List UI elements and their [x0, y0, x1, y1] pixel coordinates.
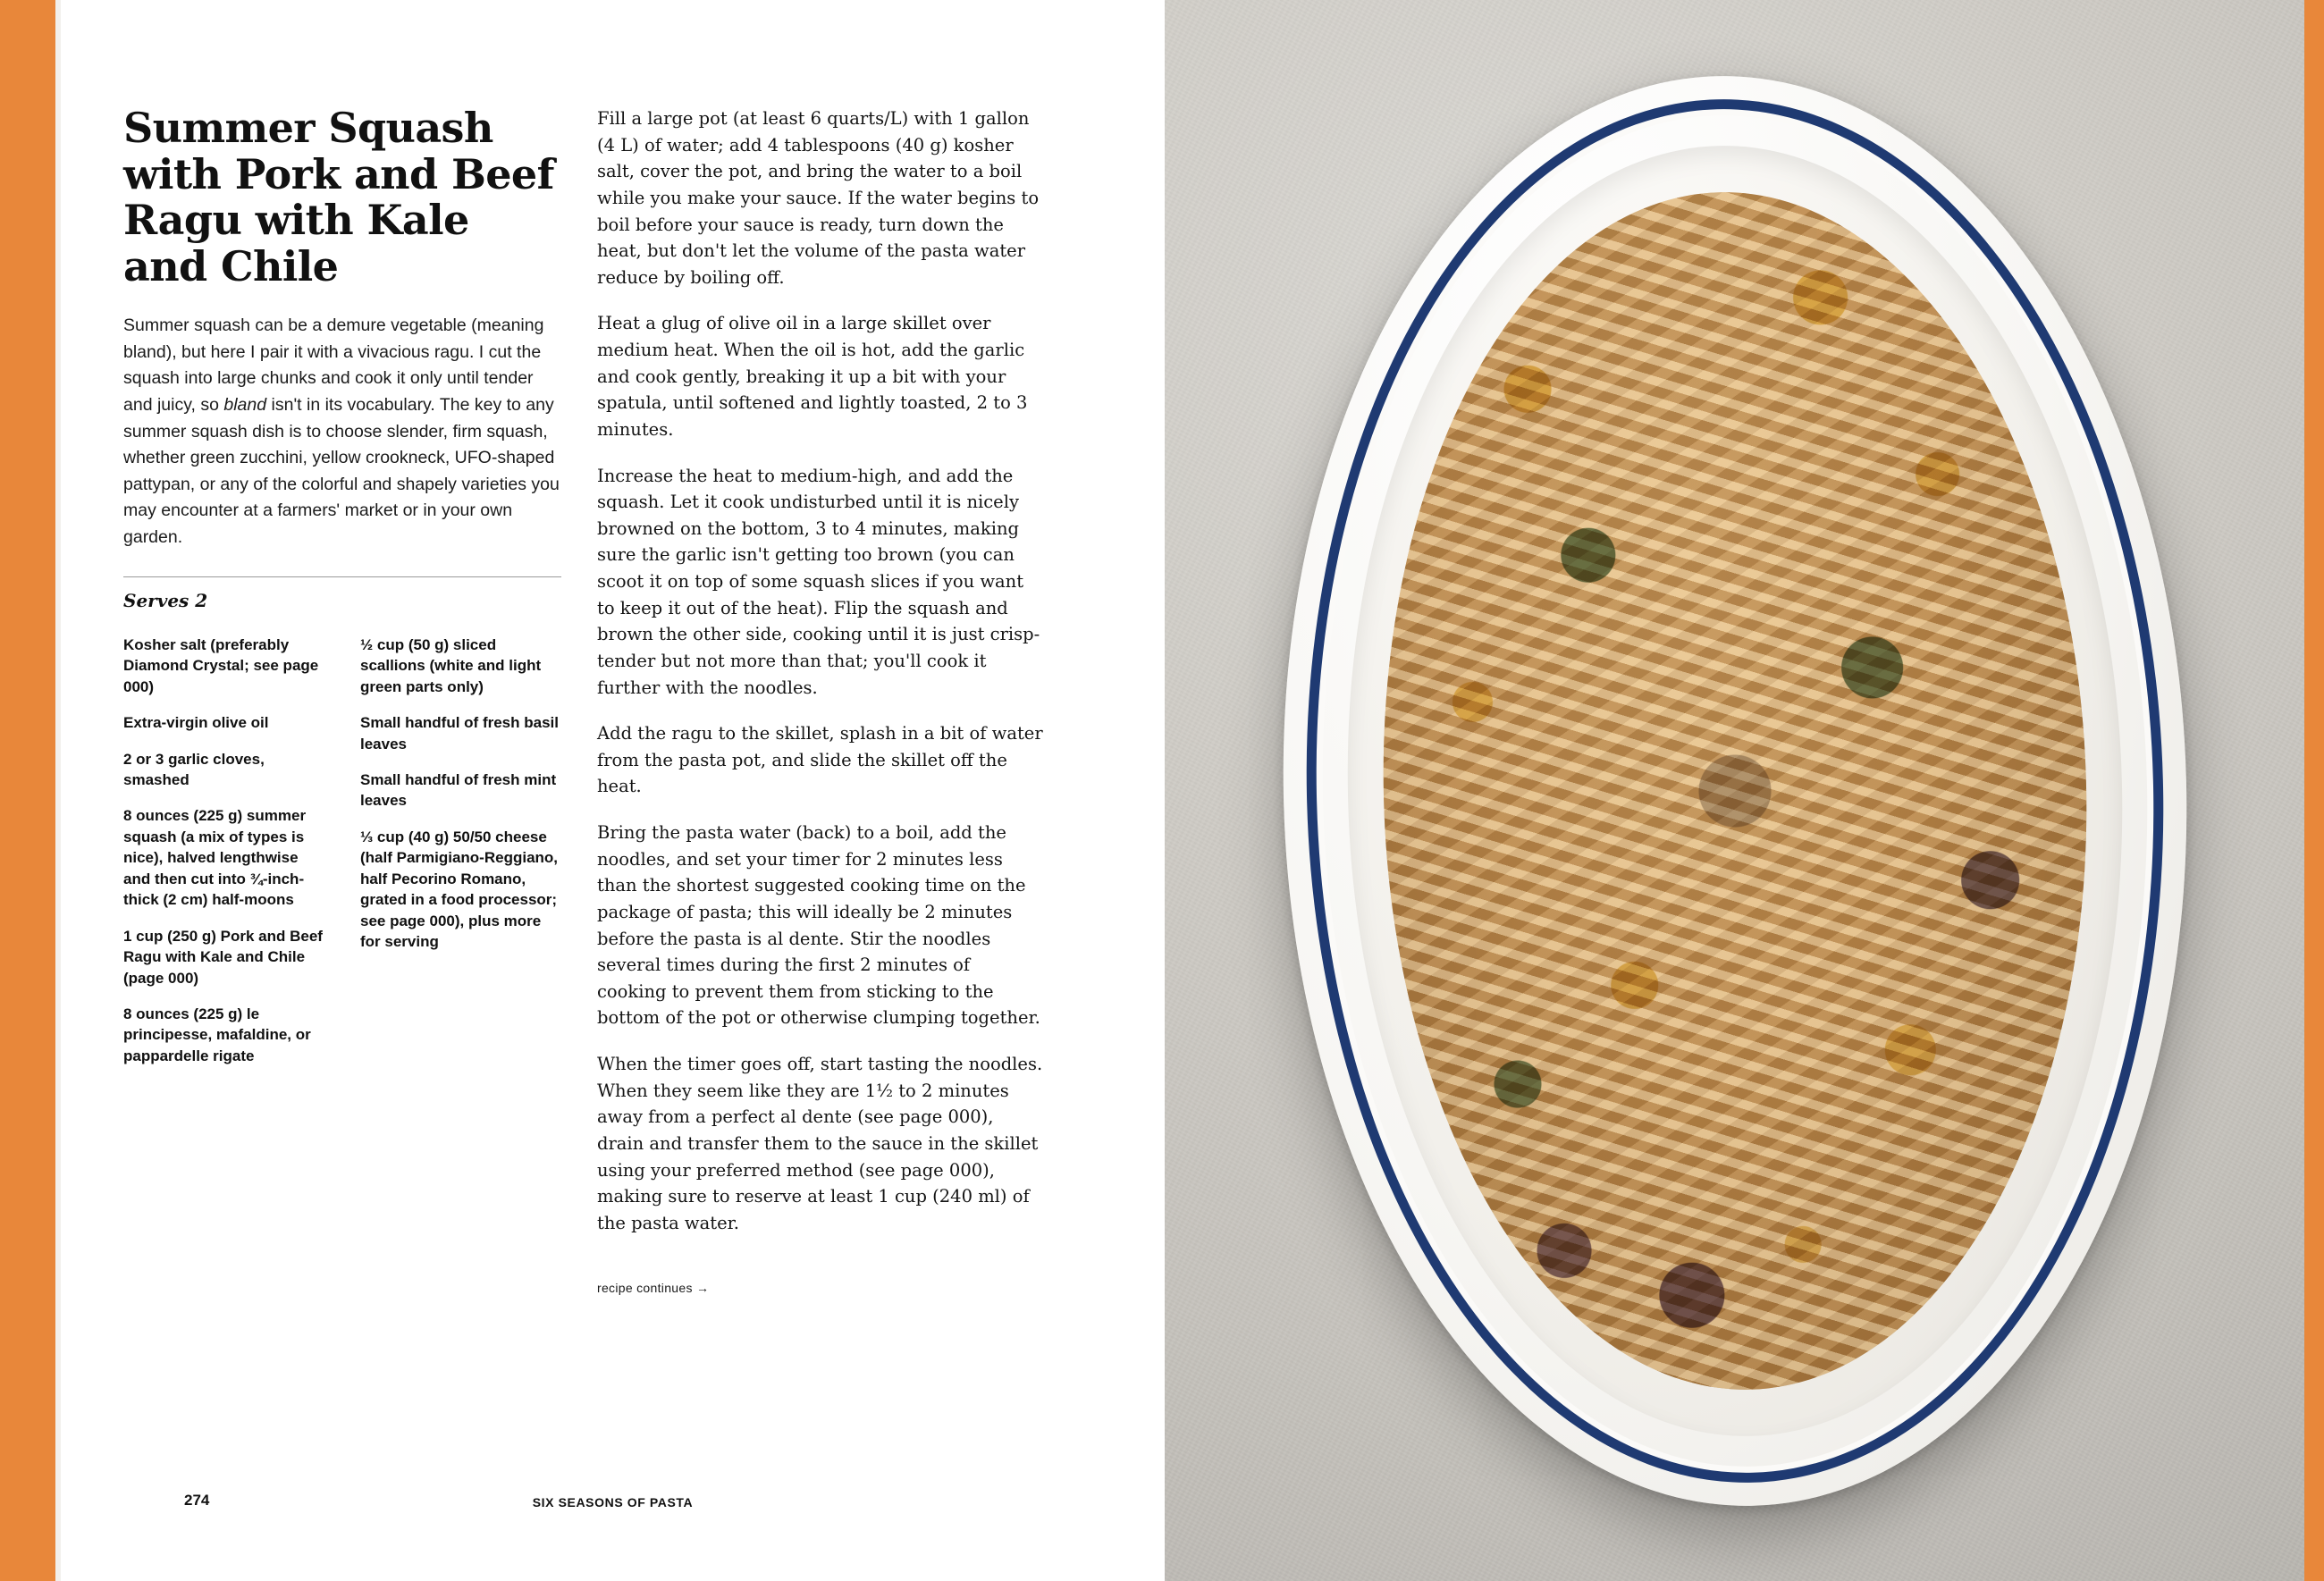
recipe-photograph — [1165, 0, 2304, 1581]
list-item: Small handful of fresh basil leaves — [360, 714, 559, 753]
pasta-dish — [1368, 182, 2101, 1398]
binding-edge-left — [0, 0, 55, 1581]
left-page — [61, 0, 1165, 1581]
recipe-headnote — [123, 313, 561, 551]
serves-label: Serves 2 — [123, 589, 208, 611]
serving-platter — [1265, 64, 2205, 1518]
list-item: Small handful of fresh mint leaves — [360, 770, 557, 810]
method-step: Bring the pasta water (back) to a boil, add the noodles, and set your timer for 2 minutes less than the shortest suggested cooking time on the package of pasta; this will ideally be 2 minutes before the pasta is al dente. Stir the noodles several times during the first 2 minutes of cooking to prevent them from sticking to the bottom of the pot or otherwise clumping together. — [597, 822, 1040, 1029]
list-item: 2 or 3 garlic cloves, smashed — [123, 750, 265, 788]
headnote-text-a: Summer squash can be a demure vegetable (meaning bland), but here I pair it with a vivacious ragu. I cut the squash into large chunks and cook it only until tender and juicy, so — [123, 315, 544, 415]
right-page — [1165, 0, 2304, 1581]
binding-edge-right — [2304, 0, 2324, 1581]
method-step: Fill a large pot (at least 6 quarts/L) with 1 gallon (4 L) of water; add 4 tablespoons (40 g) kosher salt, cover the pot, and bring the water to a boil while you make your sauce. If the water begins to boil before your sauce is ready, turn down the heat, but don't let the volume of the pasta water reduce by boiling off. — [597, 108, 1040, 288]
ingredient-column-1 — [123, 635, 324, 1082]
list-item: Kosher salt (preferably Diamond Crystal; see page 000) — [123, 635, 319, 695]
ingredient-lists — [123, 635, 561, 1082]
list-item: 1 cup (250 g) Pork and Beef Ragu with Kale and Chile (page 000) — [123, 927, 323, 987]
ingredient-column-2 — [360, 635, 561, 1082]
method-step: Heat a glug of olive oil in a large skillet over medium heat. When the oil is hot, add the garlic and cook gently, breaking it up a bit with your spatula, until softened and lightly toasted, 2 to 3 minutes. — [597, 313, 1028, 440]
recipe-method-column — [597, 105, 1044, 1295]
divider — [123, 576, 561, 577]
headnote-text-b: isn't in its vocabulary. The key to any summer squash dish is to choose slender, firm squash, whether green zucchini, yellow crookneck, UFO-shaped pattypan, or any of the colorful and shapely varieties you may encounter at a farmers' market or in your own garden. — [123, 394, 560, 548]
page-number: 274 — [184, 1492, 210, 1509]
list-item: 8 ounces (225 g) le principesse, mafaldine, or pappardelle rigate — [123, 1005, 311, 1064]
page-title: Summer Squash with Pork and Beef Ragu with Kale and Chile — [123, 104, 554, 290]
list-item: Extra-virgin olive oil — [123, 714, 269, 732]
running-head: SIX SEASONS OF PASTA — [532, 1495, 694, 1510]
list-item: 8 ounces (225 g) summer squash (a mix of types is nice), halved lengthwise and then cut into ¾-inch-thick (2 cm) half-moons — [123, 807, 307, 909]
method-step: When the timer goes off, start tasting the noodles. When they seem like they are 1½ to 2 minutes away from a perfect al dente (see page 000), drain and transfer them to the sauce in the skillet using your preferred method (see page 000), making sure to reserve at least 1 cup (240 ml) of the pasta water. — [597, 1054, 1043, 1233]
recipe-continues-note: recipe continues → — [597, 1281, 710, 1296]
recipe-content — [123, 105, 1044, 1500]
headnote-emphasis: bland — [223, 394, 267, 415]
method-step: Add the ragu to the skillet, splash in a bit of water from the pasta pot, and slide the skillet off the heat. — [597, 723, 1043, 797]
method-step: Increase the heat to medium-high, and add the squash. Let it cook undisturbed until it is nicely browned on the bottom, 3 to 4 minutes, making sure the garlic isn't getting too brown (you can scoot it on top of some squash slices if you want to keep it out of the heat). Flip the squash and brown the other side, cooking until it is just crisp-tender but not more than that; you'll cook it further with the noodles. — [597, 465, 1040, 698]
list-item: ½ cup (50 g) sliced scallions (white and light green parts only) — [360, 635, 542, 695]
recipe-left-column — [123, 105, 561, 1081]
list-item: ⅓ cup (40 g) 50/50 cheese (half Parmigiano-Reggiano, half Pecorino Romano, grated in a food processor; see page 000), plus more for serving — [360, 828, 559, 951]
